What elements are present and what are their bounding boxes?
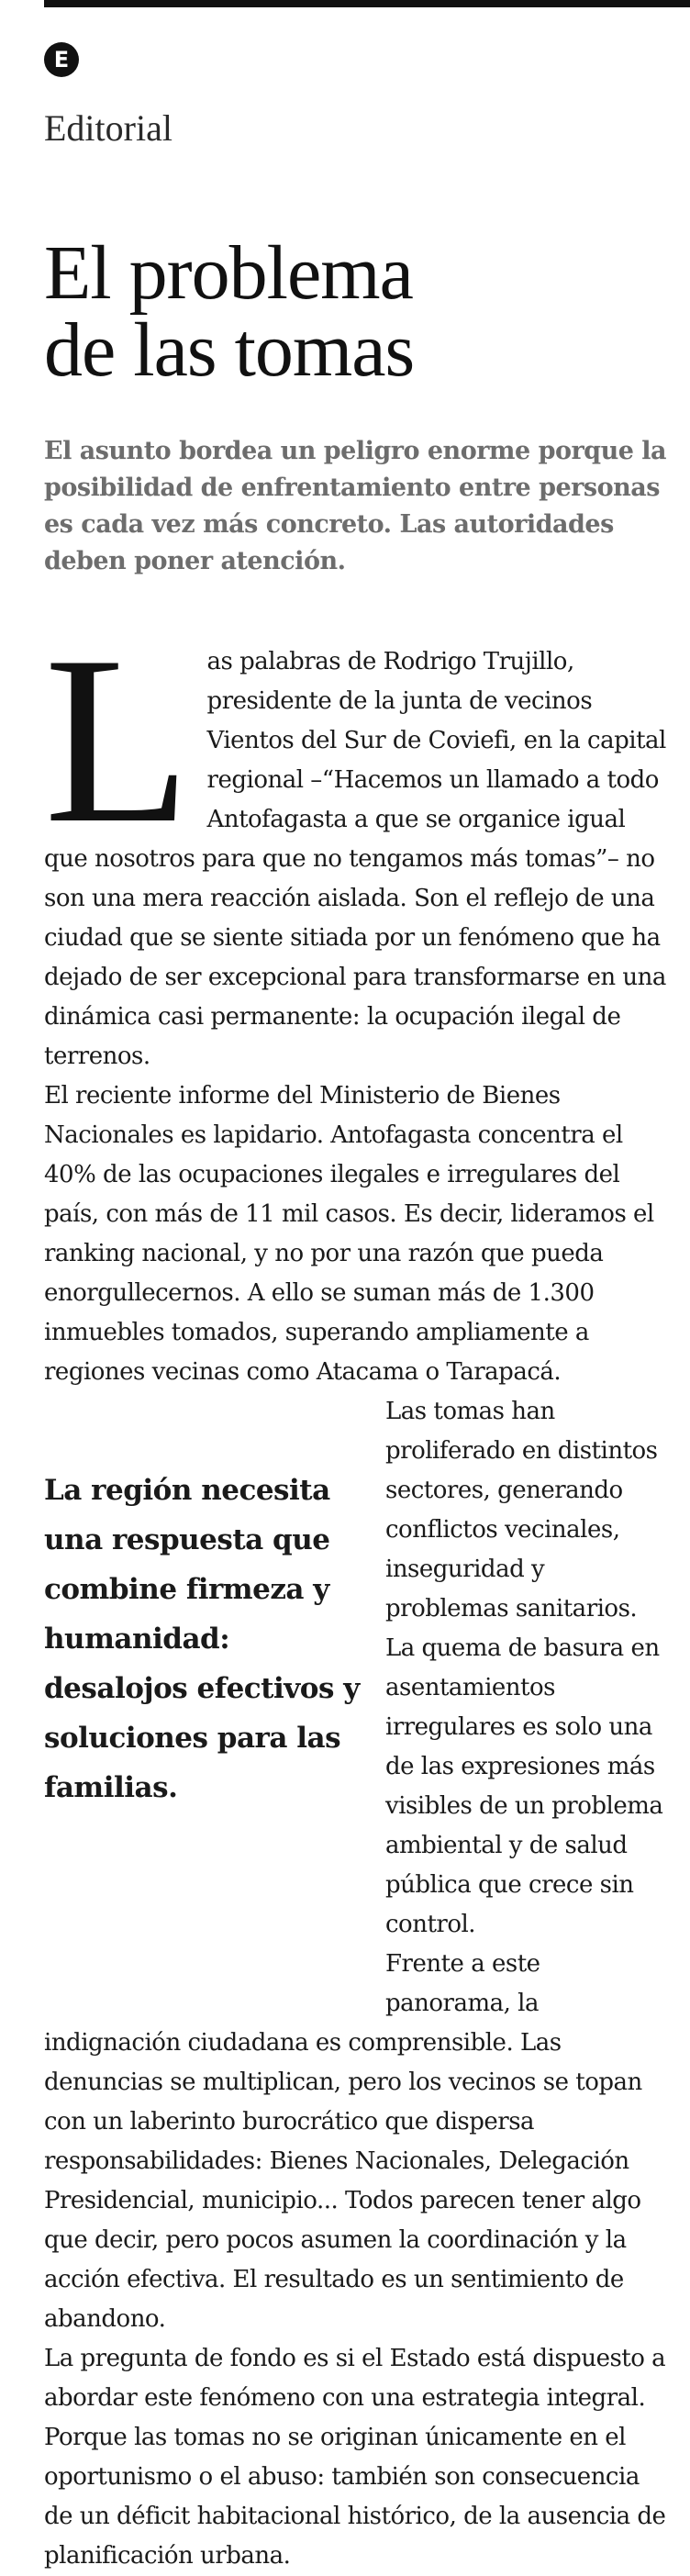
section-badge: E bbox=[44, 42, 79, 77]
paragraph-5: La pregunta de fondo es si el Estado está dispuesto a abordar este fenómeno con una estrategia integral. Porque las tomas no se originan únicamente en el oportunismo o el abuso: también son consecuencia de un déficit habitacional histórico, de la ausencia de planificación urbana. bbox=[44, 2345, 666, 2570]
paragraph-4: Frente a este panorama, la indignación ciudadana es comprensible. Las denuncias se multiplican, pero los vecinos se topan con un laberinto burocrático que dispersa responsabilidades: Bienes Nacionales, Delegación Presidencial, municipio... Todos parecen tener algo que decir, pero pocos asumen la coordinación y la acción efectiva. El resultado es un sentimiento de abandono. bbox=[44, 1950, 642, 2333]
pull-quote: La región necesita una respuesta que combine firmeza y humanidad: desalojos efectivos y soluciones para las familias. bbox=[44, 1474, 360, 1804]
paragraph-1: as palabras de Rodrigo Trujillo, presidente de la junta de vecinos Vientos del Sur de Coviefi, en la capital regional –“Hacemos un llamado a todo Antofagasta a que se organice igual que nosotros para que no tengamos más tomas”– no son una mera reacción aislada. Son el reflejo de una ciudad que se siente sitiada por un fenómeno que ha dejado de ser excepcional para transformarse en una dinámica casi permanente: la ocupación ilegal de terrenos. bbox=[44, 648, 666, 1070]
paragraph-3: Las tomas han proliferado en distintos sectores, generando conflictos vecinales, inseguridad y problemas sanitarios. La quema de basura en asentamientos irregulares es solo una de las expresiones más visibles de un problema ambiental y de salud pública que crece sin control. bbox=[385, 1398, 663, 1938]
section-label: Editorial bbox=[44, 107, 172, 149]
drop-cap: L bbox=[44, 607, 191, 873]
headline-line-1: El problema bbox=[44, 230, 413, 316]
article-headline bbox=[44, 230, 668, 393]
article-deck: El asunto bordea un peligro enorme porque la posibilidad de enfrentamiento entre personas es cada vez más concreto. Las autoridades deben poner atención. bbox=[44, 437, 667, 575]
paragraph-2: El reciente informe del Ministerio de Bienes Nacionales es lapidario. Antofagasta concentra el 40% de las ocupaciones ilegales e irregulares del país, con más de 11 mil casos. Es decir, lideramos el ranking nacional, y no por una razón que pueda enorgullecernos. A ello se suman más de 1.300 inmuebles tomados, superando ampliamente a regiones vecinas como Atacama o Tarapacá. bbox=[44, 1082, 654, 1386]
headline-line-2: de las tomas bbox=[44, 307, 415, 393]
article-body bbox=[44, 607, 668, 2576]
top-rule bbox=[44, 0, 690, 7]
